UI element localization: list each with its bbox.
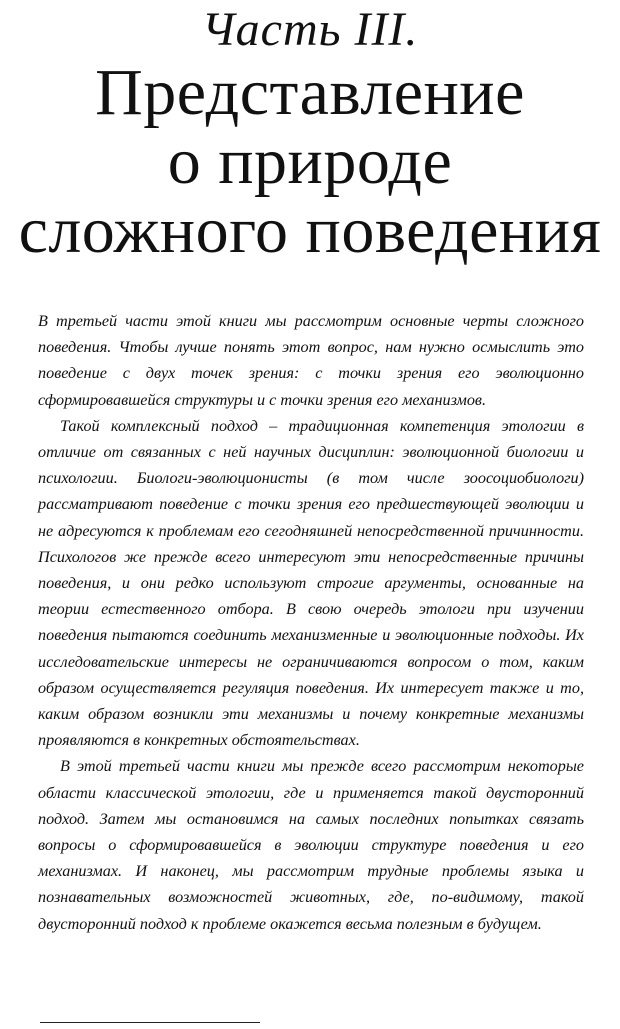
paragraph: В третьей части этой книги мы рассмотрим основные черты сложного поведения. Чтобы лучше понять этот вопрос, нам нужно осмыслить это поведение с двух точек зрения: с точки зрения его эволюционно сформировавшейся структуры и с точки зрения его механизмов. — [38, 312, 584, 409]
footnote-divider — [40, 1022, 260, 1023]
paragraph: Такой комплексный подход – традиционная компетенция этологии в отличие от связанных с ней научных дисциплин: эволюционной биологии и психологии. Биологи-эволюционисты (в том числе зоосоциобиологи) рассматривают поведение с точки зрения его предшествующей эволюции и не адресуются к проблемам его сегодняшней непосредственной причинности. Психологов же прежде всего интересуют эти непосредственные причины поведения, и они редко используют строгие аргументы, основанные на теории естественного отбора. В свою очередь этологи при изучении поведения пытаются соединить механизменные и эволюционные подходы. Их исследовательские интересы не ограничиваются вопросом о том, каким образом осуществляется регуляция поведения. Их интересует также и то, каким образом возникли эти механизмы и почему конкретные механизмы проявляются в конкретных обстоятельствах. — [38, 416, 584, 750]
title-line: о природе — [167, 125, 453, 198]
paragraph: В этой третьей части книги мы прежде всего рассмотрим некоторые области классической этологии, где и применяется такой двусторонний подход. Затем мы остановимся на самых последних попытках связать вопросы о сформировавшейся в эволюции структуре поведения и его механизмах. И наконец, мы рассмотрим трудные проблемы языка и познавательных возможностей животных, где, по-видимому, такой двусторонний подход к проблеме окажется весьма полезным в будущем. — [38, 757, 584, 933]
body-text — [38, 308, 584, 937]
title-line: сложного поведения — [18, 194, 602, 267]
part-title — [0, 58, 620, 265]
part-heading: Часть III. — [201, 3, 419, 56]
title-line: Представление — [95, 56, 525, 129]
